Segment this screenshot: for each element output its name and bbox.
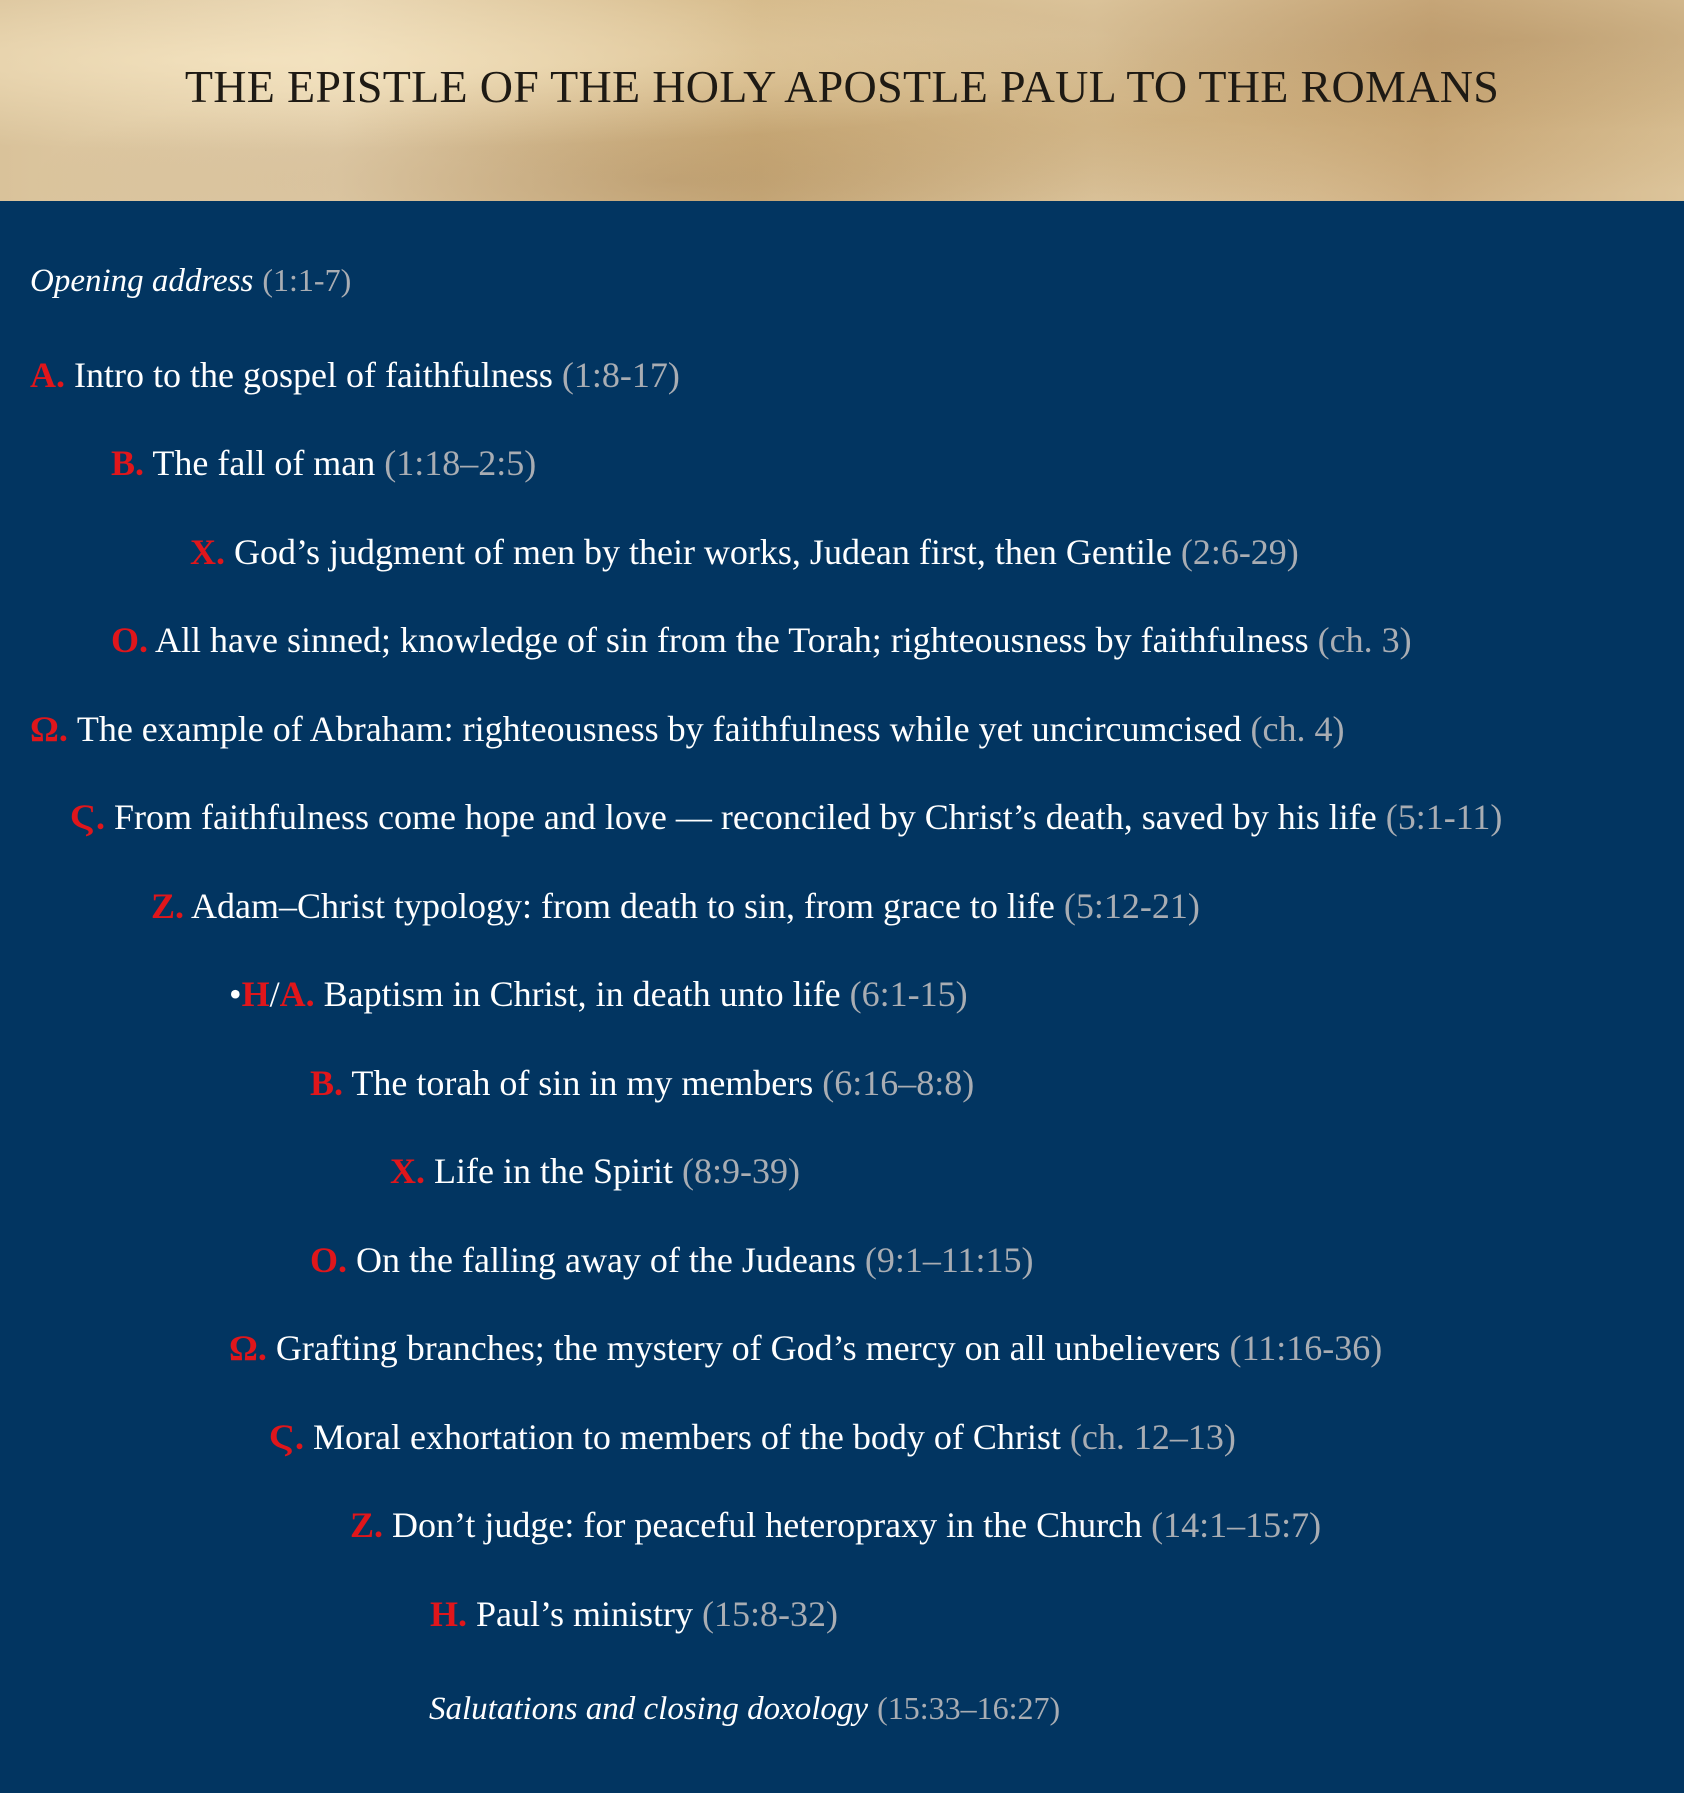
outline-ref: (6:16–8:8) — [822, 1063, 975, 1103]
outline-item — [30, 707, 1344, 751]
outline-letter: H — [241, 974, 270, 1014]
outline-text: Baptism in Christ, in death unto life — [323, 974, 841, 1014]
outline-ref: (8:9-39) — [681, 1151, 800, 1191]
outline-ref: (ch. 3) — [1317, 620, 1412, 660]
outline-item — [229, 1326, 1382, 1370]
outline-closing — [429, 1685, 1060, 1731]
outline-text: The torah of sin in my members — [351, 1063, 814, 1103]
outline-ref: (1:18–2:5) — [384, 443, 537, 483]
outline-item — [430, 1592, 838, 1636]
outline-letter: H. — [430, 1594, 468, 1634]
outline-bullet: • — [229, 974, 242, 1014]
outline-letter: A. — [30, 355, 65, 395]
outline-ref: (1:8-17) — [561, 355, 680, 395]
outline-text: Adam–Christ typology: from death to sin, from grace to life — [191, 886, 1055, 926]
outline-letter: O. — [310, 1240, 348, 1280]
outline-item — [151, 884, 1200, 928]
outline-item-center — [229, 972, 968, 1016]
outline-letter: Ω. — [30, 709, 68, 749]
outline-ref: (9:1–11:15) — [864, 1240, 1034, 1280]
page-title: THE EPISTLE OF THE HOLY APOSTLE PAUL TO THE ROMANS — [184, 60, 1500, 112]
outline-closing-ref: (15:33–16:27) — [877, 1690, 1061, 1726]
outline-ref: (2:6-29) — [1180, 532, 1299, 572]
outline-item — [390, 1149, 800, 1193]
outline-item — [30, 353, 680, 397]
outline-text: All have sinned; knowledge of sin from the Torah; righteousness by faithfulness — [155, 620, 1309, 660]
outline-ref: (6:1-15) — [849, 974, 968, 1014]
outline-item — [310, 1061, 974, 1105]
outline-letter: Ϛ. — [269, 1417, 304, 1457]
outline-letter: Ω. — [229, 1328, 267, 1368]
chiastic-outline — [0, 201, 1684, 1793]
outline-ref: (5:1-11) — [1385, 797, 1503, 837]
outline-ref: (14:1–15:7) — [1151, 1505, 1322, 1545]
outline-item — [269, 1415, 1236, 1459]
outline-letter: Z. — [151, 886, 185, 926]
outline-item — [111, 618, 1412, 662]
outline-text: On the falling away of the Judeans — [356, 1240, 856, 1280]
outline-letter: X. — [190, 532, 225, 572]
outline-ref: (ch. 4) — [1250, 709, 1345, 749]
outline-text: Paul’s ministry — [476, 1594, 694, 1634]
outline-item — [310, 1238, 1034, 1282]
outline-opening-ref: (1:1-7) — [262, 262, 352, 298]
outline-opening — [30, 257, 351, 303]
outline-letter: O. — [111, 620, 149, 660]
outline-item — [350, 1503, 1321, 1547]
outline-closing-text: Salutations and closing doxology — [429, 1691, 869, 1727]
outline-text: From faithfulness come hope and love — reconciled by Christ’s death, saved by his life — [114, 797, 1377, 837]
outline-item — [111, 441, 536, 485]
outline-text: The example of Abraham: righteousness by faithfulness while yet uncircumcised — [76, 709, 1242, 749]
outline-letter: Z. — [350, 1505, 384, 1545]
outline-item — [190, 530, 1299, 574]
outline-letter: B. — [310, 1063, 344, 1103]
outline-text: Moral exhortation to members of the body of Christ — [313, 1417, 1061, 1457]
outline-ref: (ch. 12–13) — [1069, 1417, 1236, 1457]
outline-text: The fall of man — [152, 443, 376, 483]
title-banner — [0, 0, 1684, 201]
outline-slash: / — [269, 974, 280, 1014]
outline-letter: Ϛ. — [70, 797, 105, 837]
outline-letter-second: A. — [279, 974, 315, 1014]
outline-text: Grafting branches; the mystery of God’s mercy on all unbelievers — [275, 1328, 1221, 1368]
outline-ref: (11:16-36) — [1229, 1328, 1383, 1368]
outline-text: Don’t judge: for peaceful heteropraxy in the Church — [392, 1505, 1143, 1545]
outline-text: Life in the Spirit — [434, 1151, 673, 1191]
outline-letter: X. — [390, 1151, 425, 1191]
outline-text: God’s judgment of men by their works, Judean first, then Gentile — [234, 532, 1172, 572]
outline-text: Intro to the gospel of faithfulness — [74, 355, 553, 395]
outline-letter: B. — [111, 443, 145, 483]
outline-ref: (5:12-21) — [1063, 886, 1200, 926]
outline-opening-text: Opening address — [30, 263, 254, 299]
outline-item — [70, 795, 1502, 839]
outline-ref: (15:8-32) — [702, 1594, 839, 1634]
